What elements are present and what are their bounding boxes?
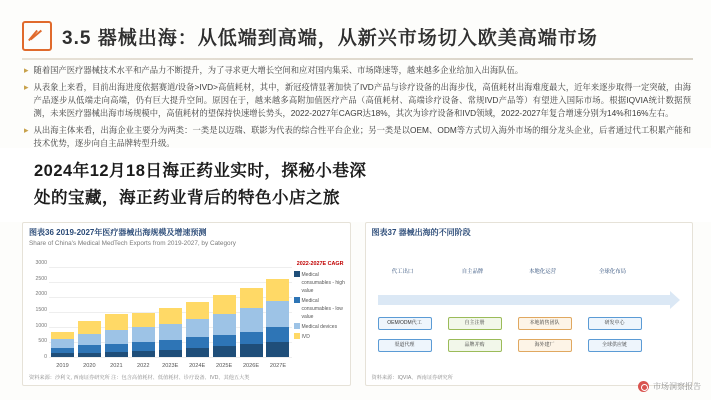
chart-left-x-axis — [49, 363, 292, 369]
flow-stage-label: 代工出口 — [391, 269, 414, 275]
legend-label: IVD — [301, 334, 310, 340]
chart-left-plot — [49, 267, 292, 357]
bullet-list — [24, 64, 691, 154]
overlay-title-band — [0, 148, 711, 222]
bullet-text: 从表象上来看，目前出海进度依据赛道/设备>IVD>高值耗材，其中，新冠疫情显著加快了IVD产品与诊疗设备的出海步伐，高值耗材出海难度最大，近年来逐步取得一定突破，由海产品逐步从低端走向高端，仍有巨大提升空间。原因在于，越来越多高附加值医疗产品（高值耗材、高端诊疗设备、常规IVD产品等）有望进入国际市场。根据IQVIA统计数据预测，未来医疗器械出海市场规模中，高值耗材的望保持快速增长势头，2022-2027年CAGR达18%，其次为诊疗设备和IVD领域，2022-2027年复合增速分别为14%和16%左右。 — [33, 82, 691, 118]
y-tick: 2000 — [35, 291, 47, 298]
bullet-text: 从出海主体来看，出海企业主要分为两类：一类是以迈瑞、联影为代表的综合性平台企业；另一类是以OEM、ODM等方式切入海外市场的细分龙头企业，后者通过代工积累产能和技术优势，逐步向自主品牌转型升级。 — [33, 125, 691, 148]
chart-right-caption: 图表37 器械出海的不同阶段 — [371, 228, 471, 237]
chart-left-caption: 图表36 2019-2027年医疗器械出海规模及增速预测 — [29, 228, 207, 237]
x-tick: 2022 — [137, 363, 150, 369]
flow-stage-label: 本地化运营 — [529, 269, 556, 275]
bar-group — [132, 267, 155, 357]
x-tick: 2020 — [83, 363, 96, 369]
bar-group — [213, 267, 236, 357]
flow-node: 本地销售团队 — [518, 317, 572, 330]
chart-left-cagr-tag: 2022-2027E CAGR — [296, 261, 344, 267]
pen-icon — [22, 21, 52, 51]
legend-item — [294, 271, 346, 295]
chart-left-subtitle: Share of China's Medical MedTech Exports from 2019-2027, by Category — [29, 240, 236, 247]
heading-divider — [22, 58, 693, 60]
x-tick: 2024E — [189, 363, 206, 369]
x-tick: 2021 — [110, 363, 123, 369]
legend-swatch — [294, 333, 300, 339]
y-tick: 500 — [38, 338, 47, 345]
y-tick: 3000 — [35, 260, 47, 266]
x-tick: 2027E — [269, 363, 287, 369]
chart-left-legend — [294, 271, 346, 343]
bullet-item — [24, 81, 691, 120]
watermark-logo-icon — [638, 381, 649, 392]
flow-node: 自主注册 — [448, 317, 502, 330]
flow-node: 品牌并购 — [448, 339, 502, 352]
chart-left-y-axis — [27, 260, 47, 360]
y-tick: 0 — [44, 354, 47, 360]
bar-group — [186, 267, 209, 357]
flow-node: 海外建厂 — [518, 339, 572, 352]
bullet-arrow-icon: ▸ — [24, 125, 29, 135]
watermark — [638, 381, 701, 392]
flow-node: 渠道代理 — [378, 339, 432, 352]
legend-swatch — [294, 297, 300, 303]
chart-right-plot — [374, 265, 685, 359]
legend-label: Medical devices — [301, 324, 338, 330]
x-tick: 2026E — [242, 363, 260, 369]
overlay-title-line-2: 处的宝藏，海正药业背后的特色小店之旅 — [34, 189, 340, 207]
flow-arrow-icon — [378, 295, 671, 305]
chart-export-stages — [365, 222, 694, 386]
bullet-item — [24, 124, 691, 150]
slide-heading-row — [22, 16, 693, 56]
bar-group — [78, 267, 101, 357]
legend-swatch — [294, 271, 300, 277]
overlay-title-line-1: 2024年12月18日海正药业实时，探秘小巷深 — [34, 162, 367, 180]
bar-group — [240, 267, 263, 357]
bullet-item — [24, 64, 691, 77]
chart-right-source: 资料来源：IQVIA、西南证券研究所 — [371, 375, 453, 381]
bar-group — [266, 267, 289, 357]
charts-row — [22, 222, 693, 386]
slide-heading: 3.5 器械出海：从低端到高端，从新兴市场切入欧美高端市场 — [62, 27, 598, 49]
flow-stage-label: 全球化布局 — [599, 269, 626, 275]
flow-node: 研发中心 — [588, 317, 642, 330]
flow-node: 全球供应链 — [588, 339, 642, 352]
x-tick: 2025E — [216, 363, 233, 369]
chart-left-source: 资料来源：沙利文, 西南证券研究所 注：包含高值耗材、低值耗材、诊疗设备、IVD、其他五大类 — [29, 375, 250, 381]
flow-stage-label: 自主品牌 — [461, 269, 484, 275]
legend-item — [294, 323, 346, 331]
legend-label: Medical consumables - high value — [301, 272, 345, 294]
legend-item — [294, 333, 346, 341]
x-tick: 2019 — [56, 363, 69, 369]
chart-left-bars — [49, 267, 292, 357]
x-tick: 2023E — [162, 363, 179, 369]
bullet-arrow-icon: ▸ — [24, 82, 29, 92]
y-tick: 1000 — [35, 322, 47, 329]
y-tick: 1500 — [35, 307, 47, 313]
bar-group — [159, 267, 182, 357]
bullet-text: 随着国产医疗器械技术水平和产品力不断提升，为了寻求更大增长空间和应对国内集采、市场降速等，越来越多企业给加入出海队伍。 — [33, 65, 524, 75]
legend-item — [294, 297, 346, 321]
bullet-arrow-icon: ▸ — [24, 65, 29, 75]
bar-group — [105, 267, 128, 357]
y-tick: 2500 — [35, 275, 47, 282]
legend-label: Medical consumables - low value — [301, 298, 343, 320]
legend-swatch — [294, 323, 300, 329]
bar-group — [51, 267, 74, 357]
flow-node: OEM/ODM代工 — [378, 317, 432, 330]
chart-exports-by-category — [22, 222, 351, 386]
watermark-text: 市场洞察报告 — [653, 382, 701, 391]
